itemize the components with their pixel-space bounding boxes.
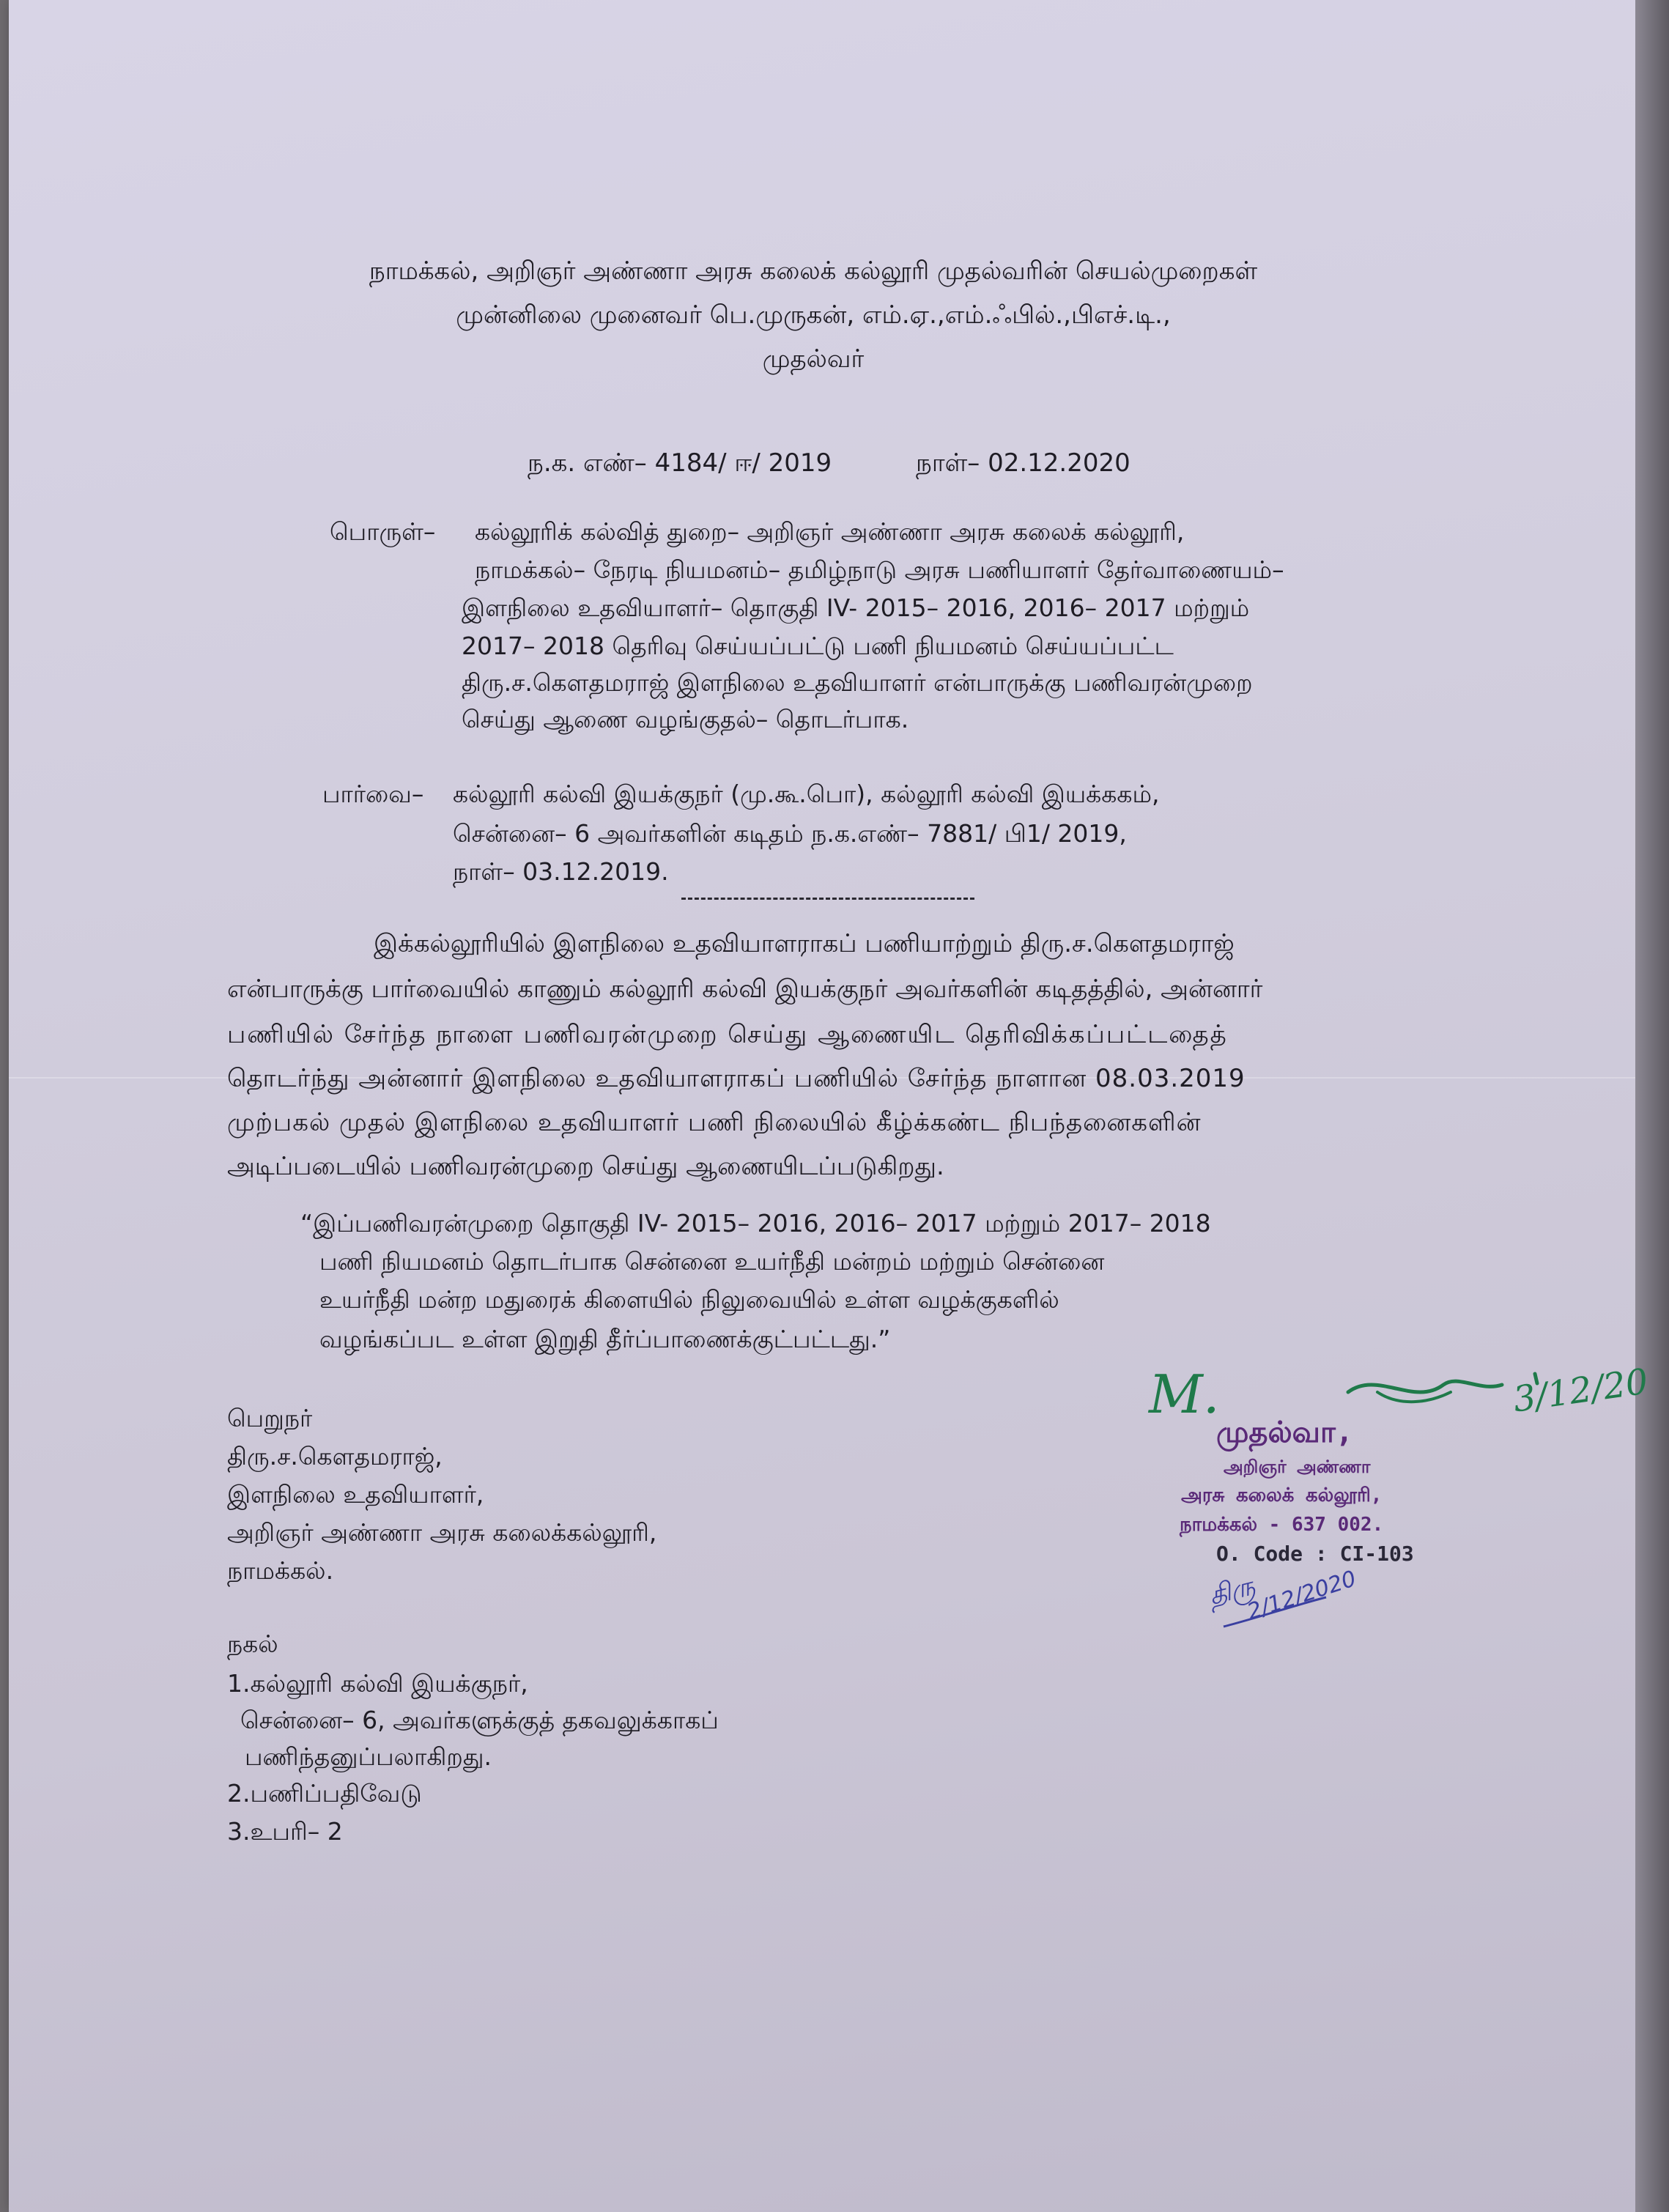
body-line: தொடர்ந்து அன்னார் இளநிலை உதவியாளராகப் பணியில் சேர்ந்த நாளான 08.03.2019 bbox=[227, 1064, 1246, 1093]
quote-line: பணி நியமனம் தொடர்பாக சென்னை உயர்நீதி மன்றம் மற்றும் சென்னை bbox=[319, 1247, 1105, 1276]
body-line: அடிப்படையில் பணிவரன்முறை செய்து ஆணையிடப்படுகிறது. bbox=[227, 1152, 944, 1181]
stamp-line: அறிஞர் அண்ணா bbox=[1224, 1457, 1371, 1477]
reference-read-line: சென்னை– 6 அவர்களின் கடிதம் ந.க.எண்– 7881/ பி1/ 2019, bbox=[453, 819, 1127, 848]
subject-line: கல்லூரிக் கல்வித் துறை– அறிஞர் அண்ணா அரசு கலைக் கல்லூரி, bbox=[475, 517, 1185, 546]
subject-line: நாமக்கல்– நேரடி நியமனம்– தமிழ்நாடு அரசு பணியாளர் தேர்வாணையம்– bbox=[475, 555, 1284, 584]
stamp-title: முதல்வா, bbox=[1216, 1416, 1353, 1449]
subject-line: செய்து ஆணை வழங்குதல்– தொடர்பாக. bbox=[462, 705, 909, 733]
copy-line: சென்னை– 6, அவர்களுக்குத் தகவலுக்காகப் bbox=[240, 1706, 719, 1734]
subject-line: இளநிலை உதவியாளர்– தொகுதி IV- 2015– 2016, 2016– 2017 மற்றும் bbox=[462, 593, 1250, 622]
body-line: என்பாருக்கு பார்வையில் காணும் கல்லூரி கல்வி இயக்குநர் அவர்களின் கடிதத்தில், அன்னார் bbox=[227, 974, 1263, 1004]
recipient-line: நாமக்கல். bbox=[227, 1556, 334, 1585]
signature-date: 3/12/20 bbox=[1510, 1361, 1651, 1421]
stamp-line: அரசு கலைக் கல்லூரி, bbox=[1181, 1484, 1383, 1506]
stamp-code: O. Code : CI-103 bbox=[1216, 1542, 1414, 1566]
recipient-line: அறிஞர் அண்ணா அரசு கலைக்கல்லூரி, bbox=[227, 1518, 657, 1547]
reference-read-line: கல்லூரி கல்வி இயக்குநர் (மு.கூ.பொ), கல்லூரி கல்வி இயக்ககம், bbox=[453, 780, 1160, 808]
copy-line: 1.கல்லூரி கல்வி இயக்குநர், bbox=[227, 1669, 528, 1698]
quote-line: வழங்கப்பட உள்ள இறுதி தீர்ப்பாணைக்குட்பட்டது.” bbox=[319, 1325, 891, 1353]
received-note: திரு bbox=[1205, 1571, 1258, 1611]
separator-rule bbox=[681, 898, 974, 900]
copy-line: 2.பணிப்பதிவேடு bbox=[227, 1779, 422, 1808]
background-edge bbox=[1635, 0, 1669, 2212]
copy-line: 3.உபரி– 2 bbox=[227, 1817, 343, 1846]
recipient-label: பெறுநர் bbox=[227, 1404, 313, 1432]
quote-line: உயர்நீதி மன்ற மதுரைக் கிளையில் நிலுவையில் உள்ள வழக்குகளில் bbox=[319, 1285, 1059, 1314]
recipient-line: திரு.ச.கௌதமராஜ், bbox=[227, 1442, 443, 1471]
reference-date: நாள்– 02.12.2020 bbox=[916, 448, 1130, 478]
subject-label: பொருள்– bbox=[330, 517, 436, 546]
reference-number: ந.க. எண்– 4184/ ஈ/ 2019 bbox=[528, 448, 832, 478]
body-line: இக்கல்லூரியில் இளநிலை உதவியாளராகப் பணியாற்றும் திரு.ச.கௌதமராஜ் bbox=[374, 929, 1235, 958]
subject-line: 2017– 2018 தெரிவு செய்யப்பட்டு பணி நியமனம் செய்யப்பட்ட bbox=[462, 632, 1174, 660]
signature-initials: M. bbox=[1149, 1364, 1220, 1425]
reference-read-label: பார்வை– bbox=[322, 780, 424, 808]
signature-block bbox=[1136, 1361, 1651, 1671]
quote-line: “இப்பணிவரன்முறை தொகுதி IV- 2015– 2016, 2016– 2017 மற்றும் 2017– 2018 bbox=[300, 1209, 1211, 1238]
header-line-2: முன்னிலை முனைவர் பெ.முருகன், எம்.ஏ.,எம்.ஃபில்.,பிஎச்.டி., bbox=[456, 300, 1171, 330]
subject-line: திரு.ச.கௌதமராஜ் இளநிலை உதவியாளர் என்பாருக்கு பணிவரன்முறை bbox=[462, 668, 1253, 697]
received-date: 2/12/2020 bbox=[1244, 1566, 1360, 1625]
header-line-1: நாமக்கல், அறிஞர் அண்ணா அரசு கலைக் கல்லூரி முதல்வரின் செயல்முறைகள் bbox=[369, 256, 1258, 286]
header-line-3: முதல்வர் bbox=[762, 344, 865, 374]
copy-label: நகல் bbox=[227, 1630, 278, 1658]
reference-read-line: நாள்– 03.12.2019. bbox=[453, 857, 669, 886]
recipient-line: இளநிலை உதவியாளர், bbox=[227, 1480, 484, 1509]
copy-line: பணிந்தனுப்பலாகிறது. bbox=[245, 1742, 492, 1771]
stamp-line: நாமக்கல் - 637 002. bbox=[1180, 1514, 1384, 1536]
body-line: முற்பகல் முதல் இளநிலை உதவியாளர் பணி நிலையில் கீழ்க்கண்ட நிபந்தனைகளின் bbox=[227, 1108, 1202, 1137]
body-line: பணியில் சேர்ந்த நாளை பணிவரன்முறை செய்து ஆணையிட தெரிவிக்கப்பட்டதைத் bbox=[227, 1020, 1228, 1049]
